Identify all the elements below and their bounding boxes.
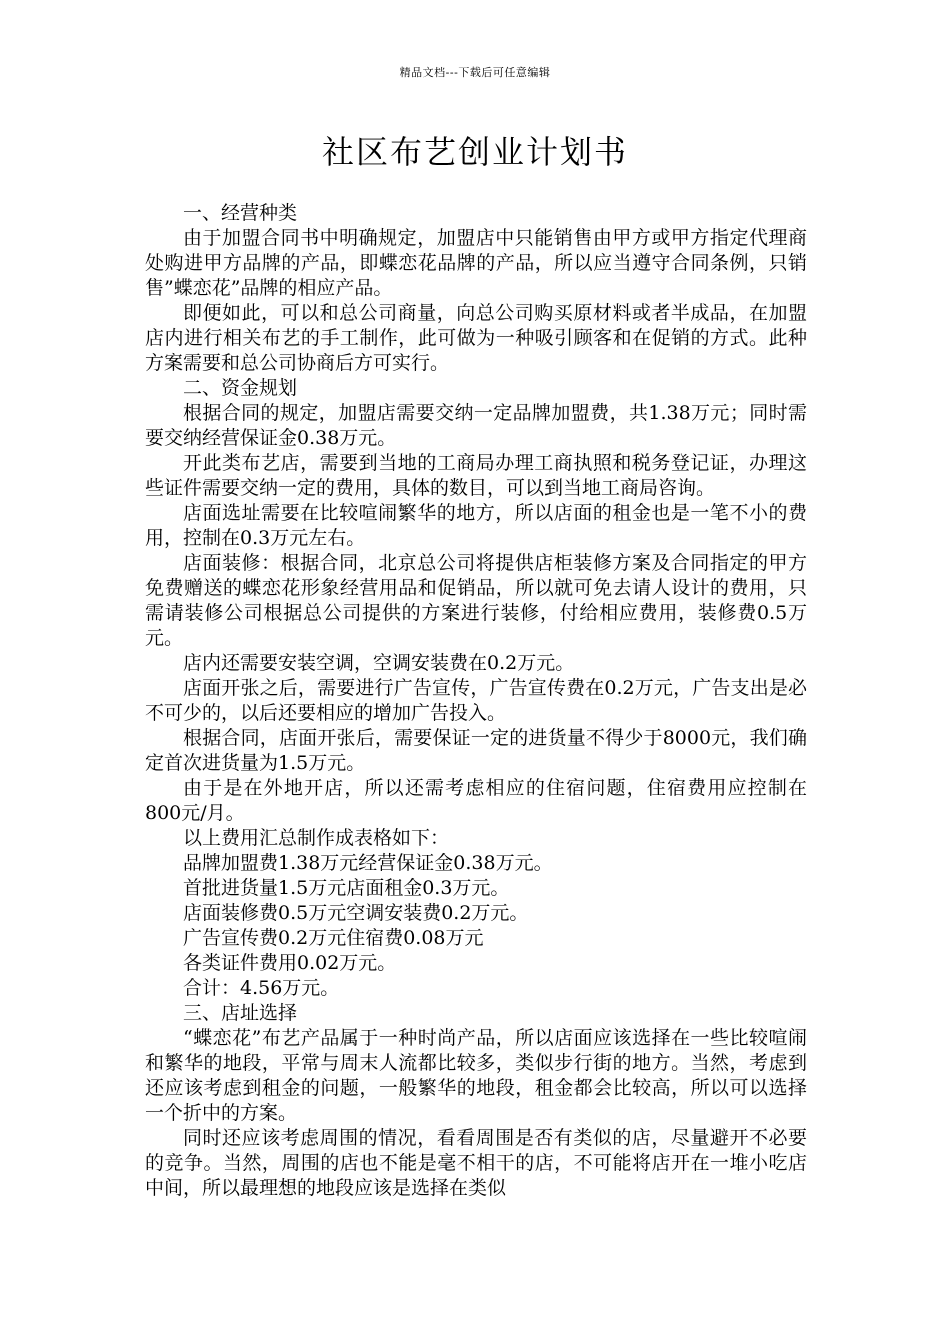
- paragraph: 根据合同，店面开张后，需要保证一定的进货量不得少于8000元，我们确定首次进货量为1.5万元。: [145, 727, 807, 774]
- paragraph: 店面开张之后，需要进行广告宣传，广告宣传费在0.2万元，广告支出是必不可少的，以后还要相应的增加广告投入。: [145, 677, 807, 724]
- cost-item: 品牌加盟费1.38万元经营保证金0.38万元。: [183, 852, 553, 874]
- paragraph: 店面装修：根据合同，北京总公司将提供店柜装修方案及合同指定的甲方免费赠送的蝶恋花形象经营用品和促销品，所以就可免去请人设计的费用，只需请装修公司根据总公司提供的方案进行装修，付给相应费用，装修费0.5万元。: [145, 552, 807, 649]
- section-heading-funding-plan: 二、资金规划: [183, 377, 298, 399]
- paragraph: 店内还需要安装空调，空调安装费在0.2万元。: [183, 652, 575, 674]
- paragraph: “蝶恋花”布艺产品属于一种时尚产品，所以店面应该选择在一些比较喧闹和繁华的地段，平常与周末人流都比较多，类似步行街的地方。当然，考虑到还应该考虑到租金的问题，一般繁华的地段，租金都会比较高，所以可以选择一个折中的方案。: [145, 1027, 807, 1124]
- paragraph: 由于是在外地开店，所以还需考虑相应的住宿问题，住宿费用应控制在800元/月。: [145, 777, 807, 824]
- cost-item: 首批进货量1.5万元店面租金0.3万元。: [183, 877, 510, 899]
- paragraph: 即便如此，可以和总公司商量，向总公司购买原材料或者半成品，在加盟店内进行相关布艺的手工制作，此可做为一种吸引顾客和在促销的方式。此种方案需要和总公司协商后方可实行。: [145, 302, 807, 374]
- document-body: [145, 201, 807, 1201]
- page-header: 精品文档---下载后可任意编辑: [399, 66, 551, 79]
- paragraph: 根据合同的规定，加盟店需要交纳一定品牌加盟费，共1.38万元；同时需要交纳经营保证金0.38万元。: [145, 402, 807, 449]
- paragraph: 开此类布艺店，需要到当地的工商局办理工商执照和税务登记证，办理这些证件需要交纳一定的费用，具体的数目，可以到当地工商局咨询。: [145, 452, 807, 499]
- document-title: 社区布艺创业计划书: [321, 133, 628, 171]
- paragraph: 店面选址需要在比较喧闹繁华的地方，所以店面的租金也是一笔不小的费用，控制在0.3万元左右。: [145, 502, 807, 549]
- paragraph: 以上费用汇总制作成表格如下：: [183, 827, 450, 849]
- paragraph: 由于加盟合同书中明确规定，加盟店中只能销售由甲方或甲方指定代理商处购进甲方品牌的产品，即蝶恋花品牌的产品，所以应当遵守合同条例，只销售”蝶恋花”品牌的相应产品。: [145, 227, 807, 299]
- cost-item: 广告宣传费0.2万元住宿费0.08万元: [183, 927, 484, 949]
- section-heading-location: 三、店址选择: [183, 1002, 298, 1024]
- cost-total: 合计：4.56万元。: [183, 977, 340, 999]
- paragraph: 同时还应该考虑周围的情况，看看周围是否有类似的店，尽量避开不必要的竞争。当然，周围的店也不能是毫不相干的店，不可能将店开在一堆小吃店中间，所以最理想的地段应该是选择在类似: [145, 1127, 807, 1199]
- cost-item: 各类证件费用0.02万元。: [183, 952, 397, 974]
- section-heading-business-type: 一、经营种类: [183, 202, 298, 224]
- cost-item: 店面装修费0.5万元空调安装费0.2万元。: [183, 902, 529, 924]
